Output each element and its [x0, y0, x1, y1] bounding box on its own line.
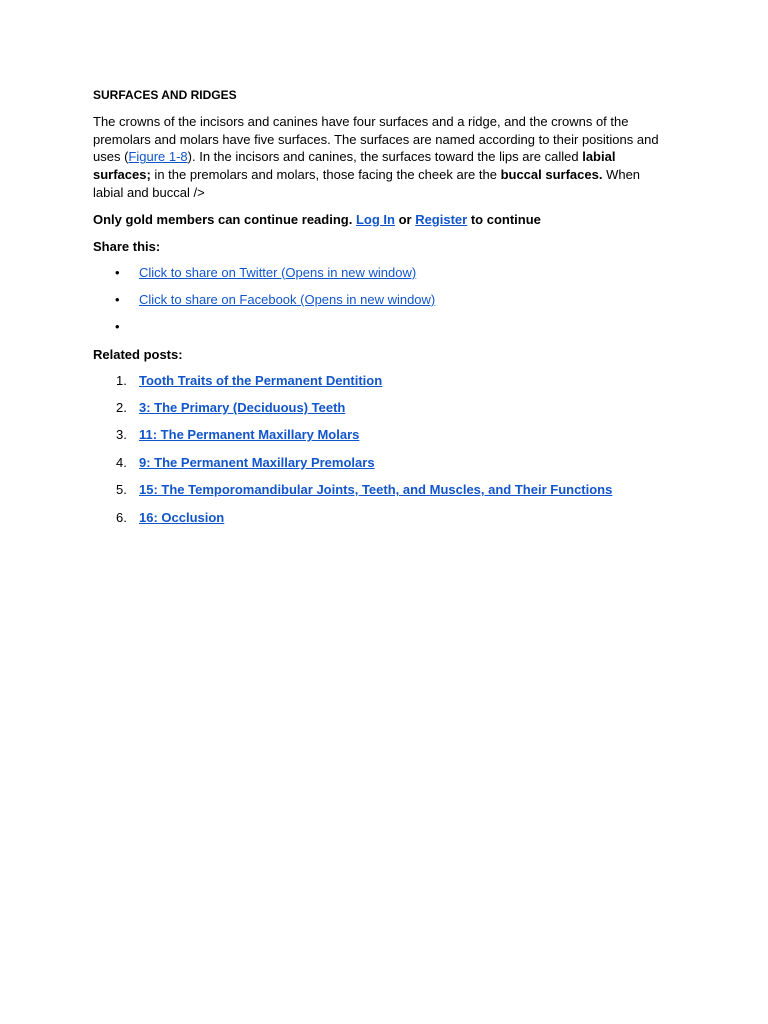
share-item-empty — [93, 318, 663, 345]
figure-link[interactable]: Figure 1-8 — [128, 149, 188, 165]
list-number: 5. — [116, 482, 127, 498]
paragraph-text-4: When labial and buccal /> — [93, 167, 641, 200]
related-post-link[interactable]: 9: The Permanent Maxillary Premolars — [139, 454, 375, 470]
related-post-link[interactable]: 11: The Permanent Maxillary Molars — [139, 427, 360, 443]
gold-members-notice — [93, 211, 663, 229]
related-post-item — [93, 372, 663, 399]
paragraph-text-2: ). In the incisors and canines, the surfaces toward the lips are called — [187, 149, 583, 165]
section-heading: SURFACES AND RIDGES — [93, 88, 237, 102]
paragraph-text-3: in the premolars and molars, those facing the cheek are the — [150, 167, 501, 183]
list-number: 3. — [116, 427, 127, 443]
list-number: 4. — [116, 454, 127, 470]
related-post-item — [93, 481, 663, 508]
share-item-facebook — [93, 291, 663, 318]
login-link[interactable]: Log In — [355, 211, 395, 227]
share-twitter-link[interactable]: Click to share on Twitter (Opens in new window) — [139, 264, 417, 280]
related-posts-label: Related posts: — [93, 346, 183, 362]
gold-notice-prefix: Only gold members can continue reading. — [93, 211, 356, 227]
list-number: 1. — [116, 372, 127, 388]
related-post-item — [93, 426, 663, 453]
related-post-item — [93, 399, 663, 426]
labial-surfaces-term: labial surfaces; — [93, 149, 616, 183]
list-number: 6. — [116, 509, 127, 525]
related-post-item — [93, 454, 663, 481]
document-page — [93, 86, 663, 536]
gold-notice-or: or — [394, 211, 416, 227]
share-label: Share this: — [93, 238, 161, 254]
list-bullet: • — [115, 264, 120, 280]
gold-notice-suffix: to continue — [467, 211, 541, 227]
related-post-link[interactable]: 3: The Primary (Deciduous) Teeth — [139, 400, 346, 416]
body-paragraph — [93, 113, 663, 202]
list-bullet: • — [115, 319, 120, 335]
share-list — [93, 264, 663, 346]
paragraph-text-1: The crowns of the incisors and canines have four surfaces and a ridge, and the crowns of the premolars and molars have five surfaces. The surfaces are named according to their positions and uses ( — [93, 114, 659, 165]
related-post-link[interactable]: 16: Occlusion — [139, 509, 225, 525]
related-post-item — [93, 509, 663, 536]
related-post-link[interactable]: 15: The Temporomandibular Joints, Teeth, and Muscles, and Their Functions — [139, 482, 613, 498]
share-item-twitter — [93, 264, 663, 291]
buccal-surfaces-term: buccal surfaces. — [500, 167, 603, 183]
list-bullet: • — [115, 291, 120, 307]
list-number: 2. — [116, 400, 127, 416]
related-posts-list — [93, 372, 663, 536]
related-post-link[interactable]: Tooth Traits of the Permanent Dentition — [139, 372, 383, 388]
share-facebook-link[interactable]: Click to share on Facebook (Opens in new window) — [139, 291, 436, 307]
register-link[interactable]: Register — [415, 211, 468, 227]
